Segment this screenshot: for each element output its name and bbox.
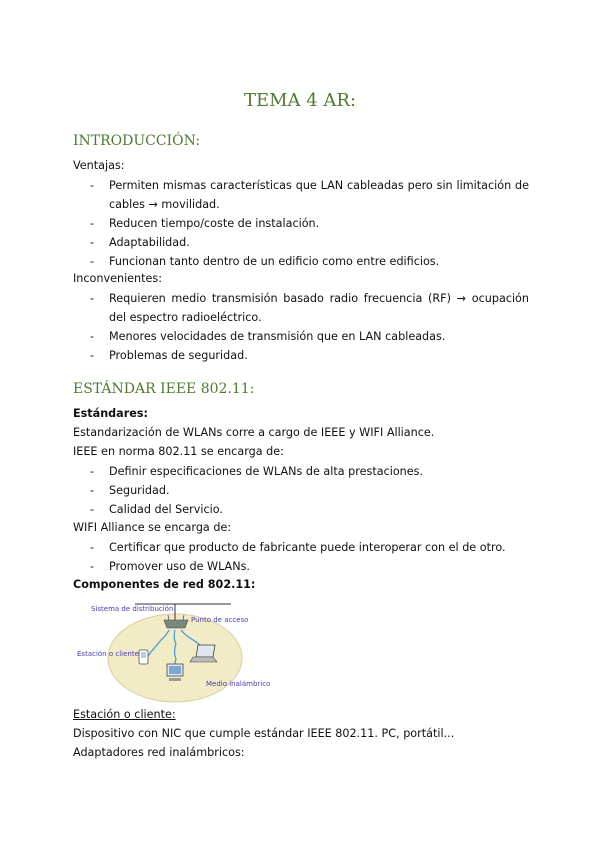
list-item: - Definir especificaciones de WLANs de alta prestaciones. xyxy=(90,465,424,478)
network-diagram xyxy=(73,596,283,704)
list-item: - Seguridad. xyxy=(90,484,170,497)
ventajas-list xyxy=(73,176,529,271)
componentes-label: Componentes de red 802.11: xyxy=(73,578,256,591)
inconvenientes-list xyxy=(73,289,529,365)
list-item: - Requieren medio transmisión basado radio frecuencia (RF) → ocupación del espectro radioeléctrico. xyxy=(90,292,529,324)
label-estacion: Estación o cliente xyxy=(77,650,139,658)
heading-introduccion: INTRODUCCIÓN: xyxy=(73,133,201,149)
list-item: - Certificar que producto de fabricante puede interoperar con el de otro. xyxy=(90,541,506,554)
label-distribucion: Sistema de distribución xyxy=(91,605,174,613)
label-punto-acceso: Punto de acceso xyxy=(191,616,249,624)
list-item: - Problemas de seguridad. xyxy=(90,349,248,362)
wifi-list xyxy=(73,538,529,576)
desktop-pc-icon xyxy=(167,664,183,681)
list-item: - Reducen tiempo/coste de instalación. xyxy=(90,217,320,230)
heading-estandar: ESTÁNDAR IEEE 802.11: xyxy=(73,381,255,397)
list-item: - Menores velocidades de transmisión que en LAN cableadas. xyxy=(90,330,446,343)
ventajas-label: Ventajas: xyxy=(73,159,125,172)
list-item: - Promover uso de WLANs. xyxy=(90,560,250,573)
inconvenientes-label: Inconvenientes: xyxy=(73,272,163,285)
wifi-label: WIFI Alliance se encarga de: xyxy=(73,521,232,534)
list-item: - Calidad del Servicio. xyxy=(90,503,223,516)
pda-icon xyxy=(139,650,148,664)
ieee-label: IEEE en norma 802.11 se encarga de: xyxy=(73,445,284,458)
list-item: - Permiten mismas características que LAN cableadas pero sin limitación de cables → movilidad. xyxy=(90,179,529,211)
estandares-label: Estándares: xyxy=(73,407,148,420)
adaptadores-line: Adaptadores red inalámbricos: xyxy=(73,746,245,759)
list-item: - Funcionan tanto dentro de un edificio como entre edificios. xyxy=(90,255,440,268)
label-medio: Medio inalámbrico xyxy=(206,680,271,688)
page-title: TEMA 4 AR: xyxy=(243,90,357,111)
estacion-heading: Estación o cliente: xyxy=(73,708,176,721)
estacion-line: Dispositivo con NIC que cumple estándar IEEE 802.11. PC, portátil... xyxy=(73,727,455,740)
estandarizacion-line: Estandarización de WLANs corre a cargo de IEEE y WIFI Alliance. xyxy=(73,426,435,439)
ieee-list xyxy=(73,462,529,519)
list-item: - Adaptabilidad. xyxy=(90,236,190,249)
